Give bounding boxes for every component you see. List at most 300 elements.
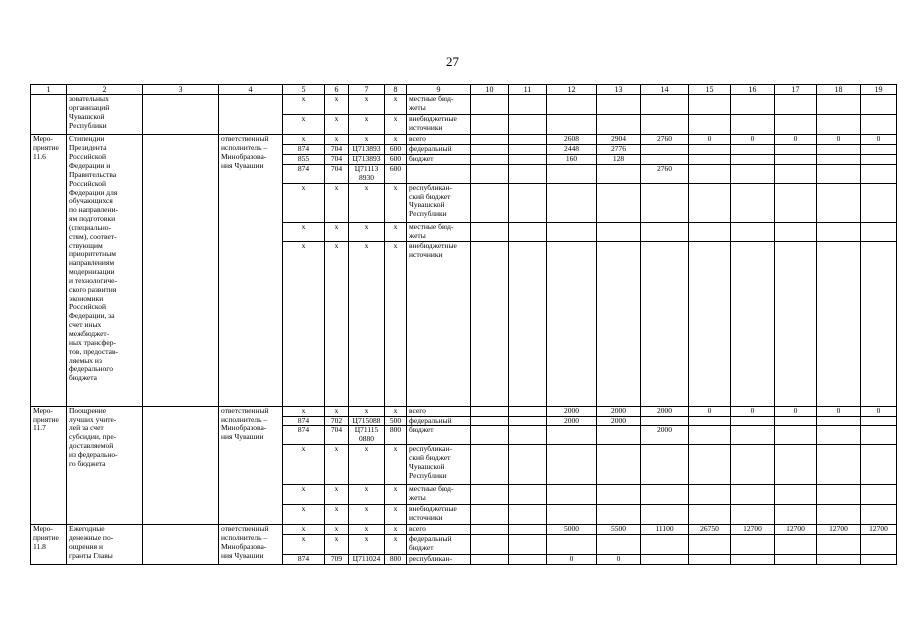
cont-c14-cell <box>641 115 689 135</box>
m116-label-cell: Меро- приятие 11.6 <box>31 135 67 406</box>
m117-c6-cell: 702 <box>325 416 349 426</box>
m117-c14-cell <box>641 445 689 485</box>
m118-c7-cell: Ц711024 <box>349 555 385 565</box>
m116-c7-cell: x <box>349 135 385 145</box>
m116-c11-cell <box>509 183 547 222</box>
m116-c6-cell: 704 <box>325 164 349 183</box>
m116-c19-cell: 0 <box>861 135 897 145</box>
m116-src-cell: всего <box>407 135 471 145</box>
m117-src-cell: федеральный <box>407 416 471 426</box>
table-row <box>31 135 897 145</box>
m117-c5-cell: x <box>283 485 325 505</box>
m116-c18-cell <box>817 145 861 155</box>
m117-c5-cell: x <box>283 445 325 485</box>
m116-src-cell: федеральный <box>407 145 471 155</box>
m116-c19-cell <box>861 241 897 406</box>
m117-c13-cell <box>597 505 641 525</box>
m117-c17-cell <box>775 485 817 505</box>
m116-c11-cell <box>509 155 547 165</box>
m117-c16-cell <box>731 485 775 505</box>
m118-c19-cell: 12700 <box>861 525 897 535</box>
m116-c16-cell <box>731 164 775 183</box>
m116-c18-cell <box>817 222 861 241</box>
m116-c11-cell <box>509 241 547 406</box>
cont-c6-cell: x <box>325 95 349 115</box>
m117-c17-cell: 0 <box>775 406 817 416</box>
m117-c15-cell <box>689 445 731 485</box>
m116-c17-cell <box>775 183 817 222</box>
column-header-15: 15 <box>689 85 731 95</box>
m116-c15-cell <box>689 164 731 183</box>
column-header-5: 5 <box>283 85 325 95</box>
m117-c8-cell: 500 <box>385 416 407 426</box>
m117-c19-cell <box>861 416 897 426</box>
cont-src-cell: внебюджетные источники <box>407 115 471 135</box>
m116-c6-cell: 704 <box>325 155 349 165</box>
m117-c16-cell: 0 <box>731 406 775 416</box>
m116-c10-cell <box>471 135 509 145</box>
m116-c10-cell <box>471 164 509 183</box>
m116-c12-cell: 2608 <box>547 135 597 145</box>
m117-src-cell: внебюджетные источники <box>407 505 471 525</box>
m118-c12-cell <box>547 535 597 555</box>
m118-c19-cell <box>861 535 897 555</box>
m117-c6-cell: 704 <box>325 426 349 445</box>
m116-c17-cell <box>775 145 817 155</box>
m117-c17-cell <box>775 416 817 426</box>
m116-c17-cell <box>775 241 817 406</box>
m117-c13-cell <box>597 485 641 505</box>
m118-c18-cell: 12700 <box>817 525 861 535</box>
m117-label-cell: Меро- приятие 11.7 <box>31 406 67 525</box>
m117-src-cell: местные бюд- жеты <box>407 485 471 505</box>
m116-c7-cell: Ц713893 <box>349 155 385 165</box>
m116-c10-cell <box>471 222 509 241</box>
m117-c11-cell <box>509 445 547 485</box>
m116-c11-cell <box>509 164 547 183</box>
m117-c5-cell: 874 <box>283 426 325 445</box>
m116-c18-cell: 0 <box>817 135 861 145</box>
m116-c15-cell <box>689 183 731 222</box>
m116-c5-cell: x <box>283 135 325 145</box>
m117-c18-cell <box>817 445 861 485</box>
cont-c16-cell <box>731 95 775 115</box>
m116-c12-cell <box>547 222 597 241</box>
m116-c18-cell <box>817 164 861 183</box>
m116-c13-cell <box>597 241 641 406</box>
m117-c8-cell: 800 <box>385 426 407 445</box>
m117-c18-cell <box>817 426 861 445</box>
m117-c11-cell <box>509 485 547 505</box>
m117-c7-cell: Ц715088 <box>349 416 385 426</box>
cont-c11-cell <box>509 95 547 115</box>
m117-c10-cell <box>471 416 509 426</box>
m116-c6-cell: x <box>325 183 349 222</box>
m118-c16-cell: 12700 <box>731 525 775 535</box>
m118-c10-cell <box>471 525 509 535</box>
column-header-3: 3 <box>143 85 219 95</box>
column-header-17: 17 <box>775 85 817 95</box>
m116-c12-cell <box>547 183 597 222</box>
column-header-2: 2 <box>67 85 143 95</box>
m116-c16-cell <box>731 145 775 155</box>
m116-c8-cell: 600 <box>385 145 407 155</box>
m117-c16-cell <box>731 426 775 445</box>
cont-c12-cell <box>547 115 597 135</box>
m116-c6-cell: x <box>325 135 349 145</box>
m118-c18-cell <box>817 555 861 565</box>
m117-c7-cell: x <box>349 505 385 525</box>
m116-c14-cell: 2760 <box>641 164 689 183</box>
m117-c18-cell <box>817 485 861 505</box>
m117-c18-cell <box>817 416 861 426</box>
cont-c13-cell <box>597 95 641 115</box>
m118-src-cell: всего <box>407 525 471 535</box>
m116-c13-cell: 2776 <box>597 145 641 155</box>
m117-c15-cell <box>689 485 731 505</box>
m116-c13-cell <box>597 222 641 241</box>
cont-c14-cell <box>641 95 689 115</box>
m118-c7-cell: x <box>349 535 385 555</box>
m117-c11-cell <box>509 505 547 525</box>
m116-c17-cell <box>775 155 817 165</box>
m117-c15-cell: 0 <box>689 406 731 416</box>
m117-c16-cell <box>731 445 775 485</box>
column-header-1: 1 <box>31 85 67 95</box>
m116-c6-cell: x <box>325 241 349 406</box>
m117-c12-cell: 2000 <box>547 406 597 416</box>
m117-c7-cell: x <box>349 445 385 485</box>
m116-c14-cell <box>641 241 689 406</box>
m118-col3-cell <box>143 525 219 565</box>
m116-c19-cell <box>861 222 897 241</box>
m116-c5-cell: 855 <box>283 155 325 165</box>
m116-c18-cell <box>817 183 861 222</box>
m117-c12-cell <box>547 505 597 525</box>
m116-c17-cell <box>775 164 817 183</box>
m118-c6-cell: 709 <box>325 555 349 565</box>
m117-c8-cell: x <box>385 445 407 485</box>
m118-c5-cell: x <box>283 525 325 535</box>
m117-name-cell: Поощрение лучших учите- лей за счет субсидии, пре- доставляемой из федерально- го бюджета <box>67 406 143 525</box>
m118-c6-cell: x <box>325 525 349 535</box>
m117-responsible-cell: ответственный исполнитель – Минобразова- ния Чувашии <box>219 406 283 525</box>
m117-c11-cell <box>509 406 547 416</box>
column-header-14: 14 <box>641 85 689 95</box>
m117-c19-cell: 0 <box>861 406 897 416</box>
m116-c15-cell <box>689 222 731 241</box>
column-header-13: 13 <box>597 85 641 95</box>
m116-c18-cell <box>817 241 861 406</box>
m117-c15-cell <box>689 426 731 445</box>
m118-c8-cell: 800 <box>385 555 407 565</box>
m117-c6-cell: x <box>325 505 349 525</box>
m116-c10-cell <box>471 145 509 155</box>
m118-c12-cell: 0 <box>547 555 597 565</box>
m117-c7-cell: x <box>349 485 385 505</box>
m118-c8-cell: x <box>385 535 407 555</box>
m117-c5-cell: x <box>283 505 325 525</box>
m117-c17-cell <box>775 505 817 525</box>
m118-c7-cell: x <box>349 525 385 535</box>
table-body <box>31 85 897 565</box>
column-header-16: 16 <box>731 85 775 95</box>
m116-c13-cell: 2904 <box>597 135 641 145</box>
m116-c13-cell <box>597 183 641 222</box>
m117-c15-cell <box>689 416 731 426</box>
column-header-4: 4 <box>219 85 283 95</box>
m118-c15-cell <box>689 555 731 565</box>
m116-c19-cell <box>861 164 897 183</box>
m116-c17-cell: 0 <box>775 135 817 145</box>
m117-c13-cell <box>597 445 641 485</box>
m117-c13-cell: 2000 <box>597 416 641 426</box>
m117-src-cell: бюджет <box>407 426 471 445</box>
m116-c5-cell: 874 <box>283 164 325 183</box>
m116-src-cell: бюджет <box>407 155 471 165</box>
m117-c8-cell: x <box>385 505 407 525</box>
cont-c15-cell <box>689 95 731 115</box>
m118-c11-cell <box>509 555 547 565</box>
m117-c7-cell: x <box>349 406 385 416</box>
m118-c11-cell <box>509 525 547 535</box>
cont-c7-cell: x <box>349 115 385 135</box>
m116-c15-cell <box>689 155 731 165</box>
m118-c6-cell: x <box>325 535 349 555</box>
m116-c19-cell <box>861 183 897 222</box>
m116-c14-cell <box>641 145 689 155</box>
m116-c16-cell <box>731 183 775 222</box>
page-number: 27 <box>446 54 459 69</box>
m116-c10-cell <box>471 155 509 165</box>
table-row <box>31 406 897 416</box>
m118-c15-cell <box>689 535 731 555</box>
m117-c11-cell <box>509 426 547 445</box>
m116-c14-cell: 2760 <box>641 135 689 145</box>
m116-c6-cell: 704 <box>325 145 349 155</box>
m117-c14-cell <box>641 485 689 505</box>
m117-c14-cell <box>641 416 689 426</box>
m116-c7-cell: x <box>349 222 385 241</box>
m118-c15-cell: 26750 <box>689 525 731 535</box>
cont-c12-cell <box>547 95 597 115</box>
m117-c13-cell: 2000 <box>597 406 641 416</box>
m118-label-cell: Меро- приятие 11.8 <box>31 525 67 565</box>
m116-c16-cell: 0 <box>731 135 775 145</box>
m116-c10-cell <box>471 241 509 406</box>
m116-src-cell: республикан- ский бюджет Чувашской Республики <box>407 183 471 222</box>
m116-c16-cell <box>731 241 775 406</box>
m116-c15-cell <box>689 241 731 406</box>
m116-c14-cell <box>641 155 689 165</box>
cont-c19-cell <box>861 115 897 135</box>
cont-c18-cell <box>817 95 861 115</box>
m116-c16-cell <box>731 222 775 241</box>
m116-src-cell <box>407 164 471 183</box>
table-row <box>31 525 897 535</box>
m118-c14-cell <box>641 535 689 555</box>
m117-c18-cell <box>817 505 861 525</box>
cont-c15-cell <box>689 115 731 135</box>
cont-c17-cell <box>775 115 817 135</box>
m116-c12-cell <box>547 241 597 406</box>
m116-responsible-cell: ответственный исполнитель – Минобразова- ния Чувашии <box>219 135 283 406</box>
m118-c13-cell <box>597 535 641 555</box>
m116-c8-cell: x <box>385 241 407 406</box>
m118-c5-cell: 874 <box>283 555 325 565</box>
column-header-19: 19 <box>861 85 897 95</box>
m117-c5-cell: x <box>283 406 325 416</box>
m117-c12-cell <box>547 426 597 445</box>
m116-c10-cell <box>471 183 509 222</box>
m118-c17-cell: 12700 <box>775 525 817 535</box>
cont-c6-cell: x <box>325 115 349 135</box>
m118-c10-cell <box>471 555 509 565</box>
cont-c19-cell <box>861 95 897 115</box>
m117-c17-cell <box>775 445 817 485</box>
m116-c18-cell <box>817 155 861 165</box>
m118-src-cell: республикан- <box>407 555 471 565</box>
m118-c14-cell: 11100 <box>641 525 689 535</box>
m116-c8-cell: x <box>385 135 407 145</box>
m117-c16-cell <box>731 416 775 426</box>
column-header-row <box>31 85 897 95</box>
m117-c16-cell <box>731 505 775 525</box>
m116-c11-cell <box>509 135 547 145</box>
m116-c12-cell: 160 <box>547 155 597 165</box>
m118-c19-cell <box>861 555 897 565</box>
m116-c8-cell: x <box>385 183 407 222</box>
cont-col3-cell <box>143 95 219 135</box>
m117-c19-cell <box>861 505 897 525</box>
cont-c11-cell <box>509 115 547 135</box>
m117-c5-cell: 874 <box>283 416 325 426</box>
column-header-18: 18 <box>817 85 861 95</box>
cont-responsible-cell <box>219 95 283 135</box>
cont-c10-cell <box>471 115 509 135</box>
m116-c5-cell: x <box>283 222 325 241</box>
m117-c10-cell <box>471 485 509 505</box>
table-row <box>31 95 897 115</box>
m118-c11-cell <box>509 535 547 555</box>
m117-c19-cell <box>861 426 897 445</box>
m116-c11-cell <box>509 222 547 241</box>
m117-c6-cell: x <box>325 445 349 485</box>
m117-c17-cell <box>775 426 817 445</box>
m116-c7-cell: Ц71113 8930 <box>349 164 385 183</box>
cont-c18-cell <box>817 115 861 135</box>
m116-col3-cell <box>143 135 219 406</box>
m116-c15-cell <box>689 145 731 155</box>
m116-c19-cell <box>861 145 897 155</box>
m118-c17-cell <box>775 535 817 555</box>
m116-c13-cell: 128 <box>597 155 641 165</box>
m116-c19-cell <box>861 155 897 165</box>
m118-c12-cell: 5000 <box>547 525 597 535</box>
cont-c17-cell <box>775 95 817 115</box>
m116-c11-cell <box>509 145 547 155</box>
m116-c8-cell: 600 <box>385 155 407 165</box>
m118-c16-cell <box>731 555 775 565</box>
cont-c5-cell: x <box>283 95 325 115</box>
m116-src-cell: внебюджетные источники <box>407 241 471 406</box>
m117-c10-cell <box>471 426 509 445</box>
m116-c8-cell: 600 <box>385 164 407 183</box>
m118-name-cell: Ежегодные денежные по- ощрения и гранты Главы <box>67 525 143 565</box>
m116-c17-cell <box>775 222 817 241</box>
m118-c5-cell: x <box>283 535 325 555</box>
column-header-11: 11 <box>509 85 547 95</box>
m118-c16-cell <box>731 535 775 555</box>
m117-c13-cell <box>597 426 641 445</box>
m118-c10-cell <box>471 535 509 555</box>
cont-src-cell: местные бюд- жеты <box>407 95 471 115</box>
m118-c13-cell: 0 <box>597 555 641 565</box>
cont-c8-cell: x <box>385 95 407 115</box>
column-header-7: 7 <box>349 85 385 95</box>
program-table <box>30 84 897 565</box>
m118-c8-cell: x <box>385 525 407 535</box>
cont-c8-cell: x <box>385 115 407 135</box>
m117-c12-cell <box>547 485 597 505</box>
m116-c15-cell: 0 <box>689 135 731 145</box>
m117-c19-cell <box>861 485 897 505</box>
m118-c18-cell <box>817 535 861 555</box>
column-header-8: 8 <box>385 85 407 95</box>
column-header-9: 9 <box>407 85 471 95</box>
m116-c5-cell: 874 <box>283 145 325 155</box>
m116-c12-cell <box>547 164 597 183</box>
column-header-6: 6 <box>325 85 349 95</box>
cont-c7-cell: x <box>349 95 385 115</box>
m116-c14-cell <box>641 183 689 222</box>
m116-c16-cell <box>731 155 775 165</box>
m117-src-cell: всего <box>407 406 471 416</box>
m117-c11-cell <box>509 416 547 426</box>
cont-c10-cell <box>471 95 509 115</box>
cont-c5-cell: x <box>283 115 325 135</box>
m118-c17-cell <box>775 555 817 565</box>
m116-c5-cell: x <box>283 183 325 222</box>
m116-c7-cell: x <box>349 183 385 222</box>
m117-src-cell: республикан- ский бюджет Чувашской Республики <box>407 445 471 485</box>
m117-c6-cell: x <box>325 485 349 505</box>
m116-c5-cell: x <box>283 241 325 406</box>
cont-name-cell: зовательных организаций Чувашской Республики <box>67 95 143 135</box>
m118-responsible-cell: ответственный исполнитель – Минобразова- ния Чувашии <box>219 525 283 565</box>
m116-c7-cell: Ц713893 <box>349 145 385 155</box>
m117-c8-cell: x <box>385 485 407 505</box>
column-header-12: 12 <box>547 85 597 95</box>
m117-c10-cell <box>471 505 509 525</box>
m116-name-cell: Стипендии Президента Российской Федерации и Правительства Российской Федерации для обучающихся по направлени- ям подготовки (специально- стям), соответ- ствующим приоритетным направлениям модернизации и технологиче- ского развития экономики Российской Федерации, за счет иных межбюджет- ных трансфер- тов, предостав- ляемых из федерального бюджета <box>67 135 143 406</box>
m116-c12-cell: 2448 <box>547 145 597 155</box>
m117-c14-cell <box>641 505 689 525</box>
m117-c15-cell <box>689 505 731 525</box>
m116-c8-cell: x <box>385 222 407 241</box>
cont-label-cell <box>31 95 67 135</box>
m117-c12-cell <box>547 445 597 485</box>
m117-c19-cell <box>861 445 897 485</box>
m118-c14-cell <box>641 555 689 565</box>
m116-c6-cell: x <box>325 222 349 241</box>
m116-c7-cell: x <box>349 241 385 406</box>
m117-col3-cell <box>143 406 219 525</box>
m117-c10-cell <box>471 406 509 416</box>
m117-c18-cell: 0 <box>817 406 861 416</box>
m117-c7-cell: Ц71115 0880 <box>349 426 385 445</box>
m117-c6-cell: x <box>325 406 349 416</box>
